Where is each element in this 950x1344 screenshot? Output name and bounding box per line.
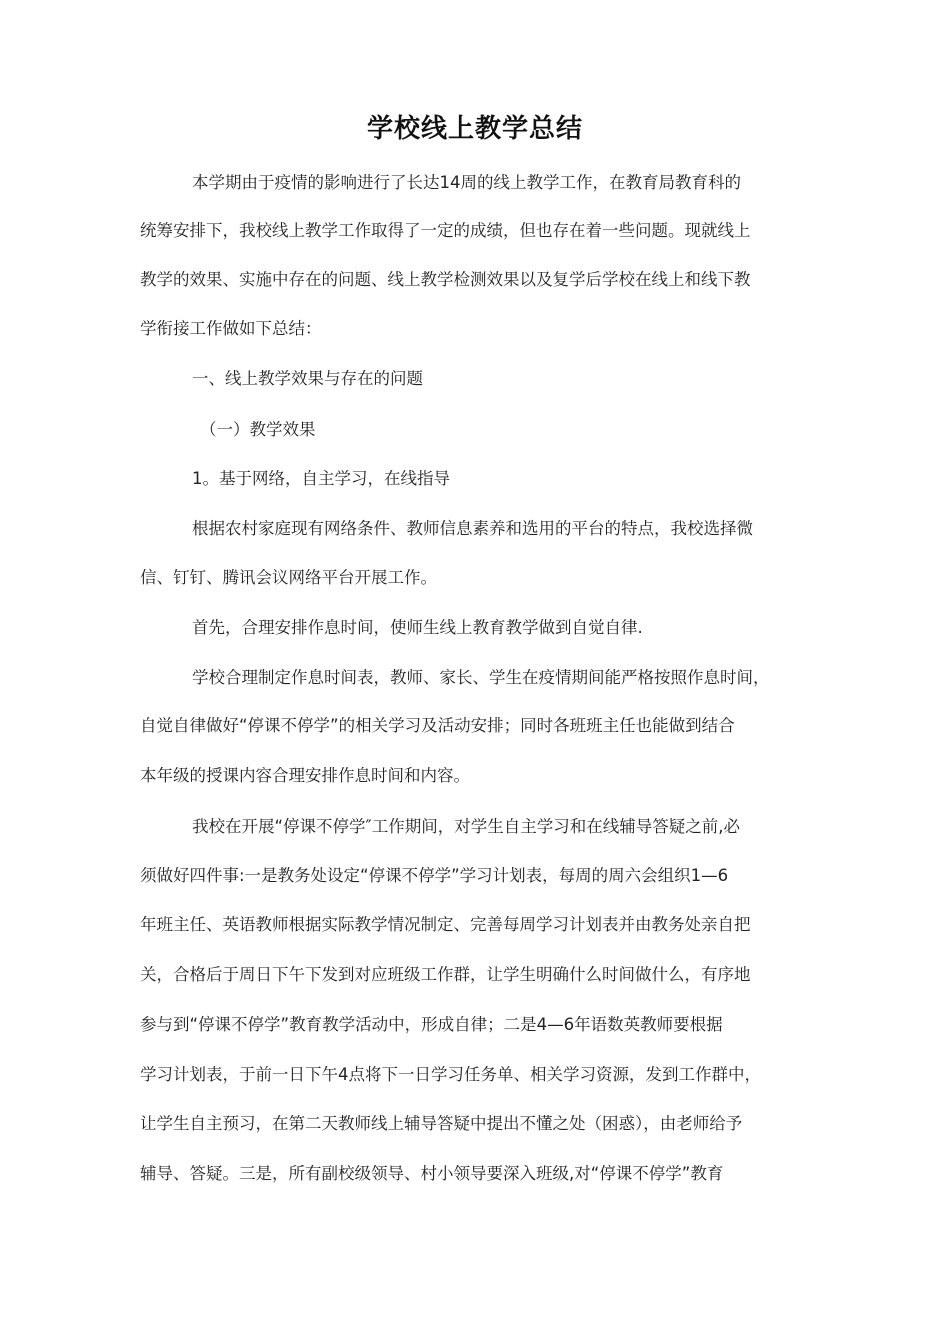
- paragraph-line: 首先，合理安排作息时间，使师生线上教育教学做到自觉自律.: [192, 618, 643, 637]
- paragraph-line: 学校合理制定作息时间表，教师、家长、学生在疫情期间能严格按照作息时间，: [192, 668, 770, 687]
- paragraph-line: 参与到“停课不停学”教育教学活动中，形成自律；二是4—6年语数英教师要根据: [140, 1015, 723, 1034]
- paragraph-line: 让学生自主预习，在第二天教师线上辅导答疑中提出不懂之处（困惑），由老师给予: [140, 1114, 743, 1133]
- paragraph-line: 根据农村家庭现有网络条件、教师信息素养和选用的平台的特点，我校选择微: [192, 519, 753, 538]
- paragraph-line: 我校在开展“停课不停学″工作期间，对学生自主学习和在线辅导答疑之前,必: [192, 817, 740, 836]
- subsection-heading: （一）教学效果: [200, 420, 316, 439]
- paragraph-line: 学习计划表，于前一日下午4点将下一日学习任务单、相关学习资源，发到工作群中，: [140, 1065, 761, 1084]
- item-heading: 1。基于网络，自主学习，在线指导: [192, 469, 450, 488]
- paragraph-line: 关，合格后于周日下午下发到对应班级工作群，让学生明确什么时间做什么，有序地: [140, 965, 751, 984]
- paragraph-line: 自觉自律做好“停课不停学”的相关学习及活动安排；同时各班班主任也能做到结合: [140, 716, 735, 735]
- section-heading: 一、线上教学效果与存在的问题: [192, 369, 423, 388]
- paragraph-line: 辅导、答疑。三是，所有副校级领导、村小领导要深入班级,对“停课不停学”教育: [140, 1164, 724, 1183]
- paragraph-line: 须做好四件事:一是教务处设定“停课不停学”学习计划表，每周的周六会组织1—6: [140, 866, 729, 885]
- paragraph-line: 统筹安排下，我校线上教学工作取得了一定的成绩，但也存在着一些问题。现就线上: [140, 221, 751, 240]
- paragraph-line: 学衔接工作做如下总结：: [140, 319, 322, 338]
- paragraph-line: 教学的效果、实施中存在的问题、线上教学检测效果以及复学后学校在线上和线下教: [140, 270, 751, 289]
- paragraph-line: 信、钉钉、腾讯会议网络平台开展工作。: [140, 568, 437, 587]
- paragraph-line: 本学期由于疫情的影响进行了长达14周的线上教学工作，在教育局教育科的: [192, 173, 741, 192]
- paragraph-line: 年班主任、英语教师根据实际教学情况制定、完善每周学习计划表并由教务处亲自把: [140, 915, 751, 934]
- document-title: 学校线上教学总结: [366, 114, 583, 144]
- paragraph-line: 本年级的授课内容合理安排作息时间和内容。: [140, 766, 470, 785]
